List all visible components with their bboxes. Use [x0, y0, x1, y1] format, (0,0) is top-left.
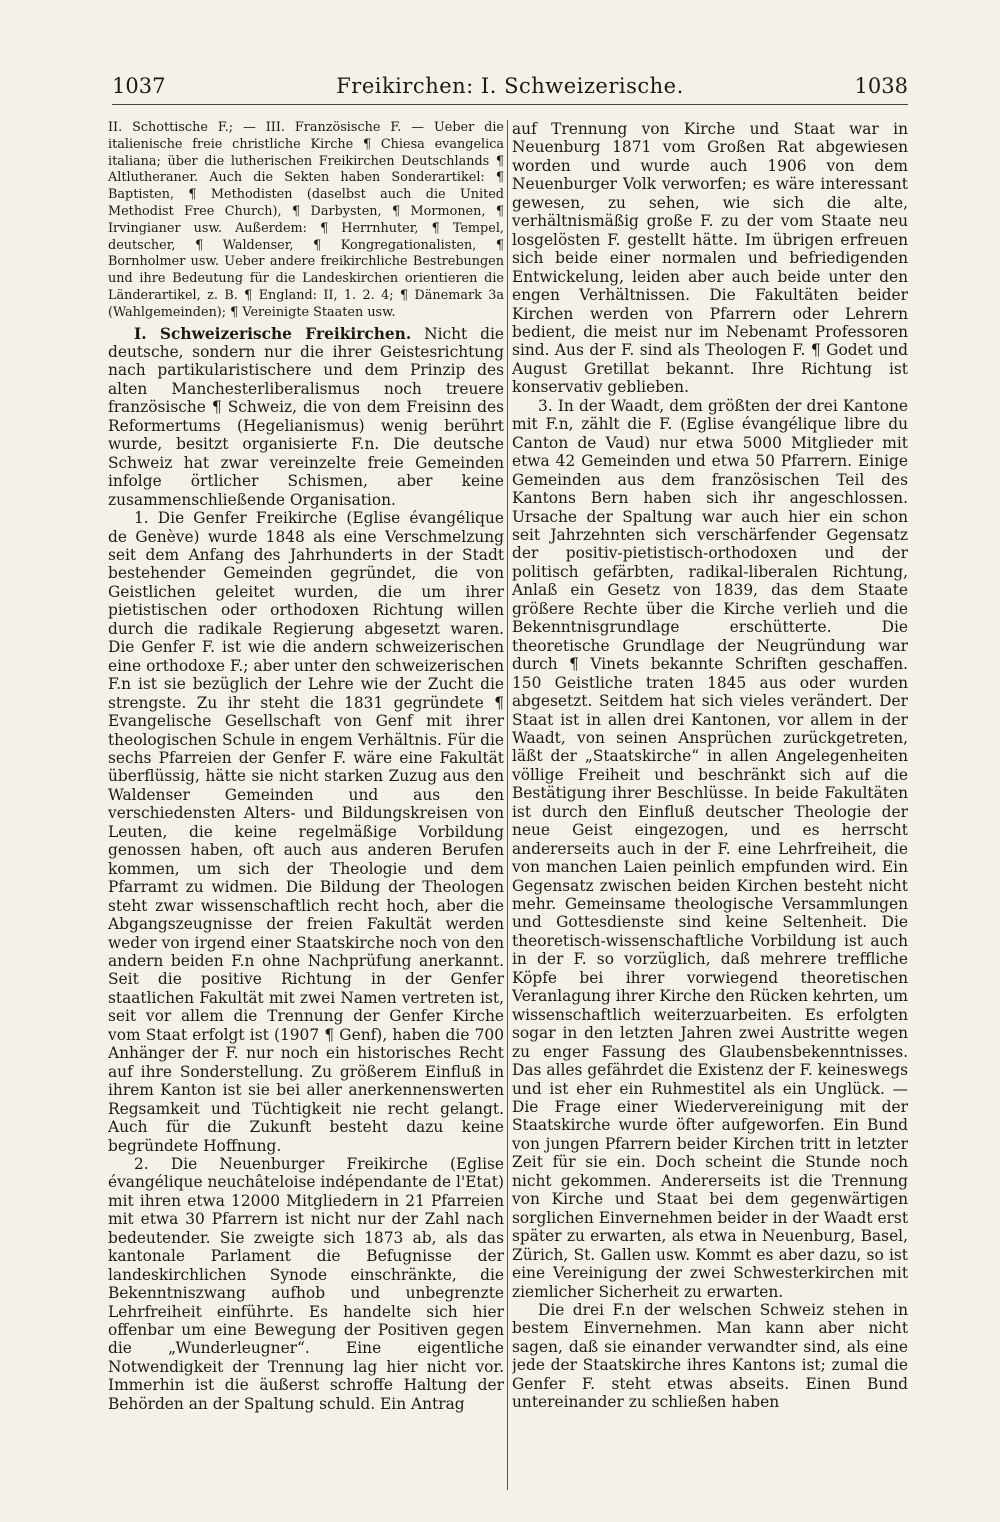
right-column — [512, 120, 908, 1495]
page-number-left: 1037 — [112, 74, 166, 98]
cross-reference-paragraph: II. Schottische F.; — III. Französische F. — Ueber die italienische freie christliche Kirche ¶ Chiesa evangelica italiana; über die lutherischen Freikirchen Deutschlands ¶ Altlutheraner. Auch die Sekten haben Sonderartikel: ¶ Baptisten, ¶ Methodisten (daselbst auch die United Methodist Free Church), ¶ Darbysten, ¶ Mormonen, ¶ Irvingianer usw. Außerdem: ¶ Herrnhuter, ¶ Tempel, deutscher, ¶ Waldenser, ¶ Kongregationalisten, ¶ Bornholmer usw. Ueber andere freikirchliche Bestrebungen und ihre Bedeutung für die Landeskirchen orientieren die Länderartikel, z. B. ¶ England: II, 1. 2. 4; ¶ Dänemark 3a (Wahlgemeinden); ¶ Vereinigte Staaten usw. — [108, 120, 504, 320]
geneva-paragraph: 1. Die Genfer Freikirche (Eglise évangélique de Genève) wurde 1848 als eine Verschmelzung seit dem Anfang des Jahrhunderts in der Stadt bestehender Gemeinden gegründet, die von Geistlichen geleitet wurden, die um ihrer pietistischen oder orthodoxen Richtung willen durch die radikale Regierung abgesetzt waren. Die Genfer F. ist wie die andern schweizerischen eine orthodoxe F.; aber unter den schweizerischen F.n ist sie bezüglich der Lehre wie der Zucht die strengste. Zu ihr steht die 1831 gegründete ¶ Evangelische Gesellschaft von Genf mit ihrer theologischen Schule in engem Verhältnis. Für die sechs Pfarreien der Genfer F. wäre eine Fakultät überflüssig, hätte sie nicht starken Zuzug aus den Waldenser Gemeinden und aus den verschiedensten Alters- und Bildungskreisen von Leuten, die keine regelmäßige Vorbildung genossen haben, oft auch aus anderen Berufen kommen, um sich der Theologie und dem Pfarramt zu widmen. Die Bildung der Theologen steht zwar wissenschaftlich recht hoch, aber die Abgangszeugnisse der freien Fakultät werden weder von irgend einer Staatskirche noch von den andern beiden F.n ohne Nachprüfung anerkannt. Seit die positive Richtung in der Genfer staatlichen Fakultät mit zwei Namen vertreten ist, seit vor allem die Trennung der Genfer Kirche vom Staat erfolgt ist (1907 ¶ Genf), haben die 700 Anhänger der F. nur noch ein historisches Recht auf ihre Sonderstellung. Zu größerem Einfluß in ihrem Kanton ist sie bei aller anerkennenswerten Regsamkeit und Tüchtigkeit nie recht gelangt. Auch für die Zukunft besteht dazu keine begründete Hoffnung. — [108, 509, 504, 1155]
section-intro-text: Nicht die deutsche, sondern nur die ihrer Geistesrichtung nach partikularistischere und dem Prinzip des alten Manchesterliberalismus noch treuere französische ¶ Schweiz, die von dem Freisinn des Reformertums (Hegelianismus) wenig berührt wurde, besitzt organisierte F.n. Die deutsche Schweiz hat zwar vereinzelte freie Gemeinden infolge örtlicher Schismen, aber keine zusammenschließende Organisation. — [108, 324, 504, 509]
neuchatel-continued-paragraph: auf Trennung von Kirche und Staat war in Neuenburg 1871 vom Großen Rat abgewiesen worden und wurde auch 1906 von dem Neuenburger Volk verworfen; es wäre interessant gewesen, zu sehen, wie sich die alte, verhältnismäßig große F. zu der vom Staate neu losgelösten F. gestellt hätte. Im übrigen erfreuen sich beide einer normalen und befriedigenden Entwickelung, leiden aber auch beide unter den engen Verhältnissen. Die Fakultäten beider Kirchen werden von Pfarrern oder Lehrern bedient, die meist nur im Nebenamt Professoren sind. Aus der F. sind als Theologen F. ¶ Godet und August Gretillat bekannt. Ihre Richtung ist konservativ geblieben. — [512, 120, 908, 397]
section-intro-paragraph — [108, 325, 504, 510]
page-header — [112, 68, 908, 105]
running-title: Freikirchen: I. Schweizerische. — [336, 74, 684, 98]
section-title: I. Schweizerische Freikirchen. — [134, 324, 412, 343]
neuchatel-paragraph: 2. Die Neuenburger Freikirche (Eglise évangélique neuchâteloise indépendante de l'Etat) mit ihren etwa 12000 Mitgliedern in 21 Pfarreien mit etwa 30 Pfarrern ist nicht nur der Zahl nach bedeutender. Sie zweigte sich 1873 ab, als das kantonale Parlament die Befugnisse der landeskirchlichen Synode einschränkte, die Bekenntniszwang aufhob und unbegrenzte Lehrfreiheit einführte. Es handelte sich hier offenbar um eine Bewegung der Positiven gegen die „Wunderleugner“. Eine eigentliche Notwendigkeit der Trennung lag hier nicht vor. Immerhin ist die äußerst schroffe Haltung der Behörden an der Spaltung schuld. Ein Antrag — [108, 1154, 504, 1413]
closing-paragraph: Die drei F.n der welschen Schweiz stehen in bestem Einvernehmen. Man kann aber nicht sagen, daß sie einander verwandter sind, als eine jede der Staatskirche ihres Kantons ist; zumal die Genfer F. steht etwas abseits. Einen Bund untereinander zu schließen haben — [512, 1301, 908, 1412]
column-divider — [507, 120, 508, 1490]
vaud-paragraph: 3. In der Waadt, dem größten der drei Kantone mit F.n, zählt die F. (Eglise évangélique libre du Canton de Vaud) nur etwa 5000 Mitglieder mit etwa 42 Gemeinden und etwa 50 Pfarrern. Einige Gemeinden aus dem französischen Teil des Kantons Bern haben sich ihr angeschlossen. Ursache der Spaltung war auch hier ein schon seit Jahrzehnten sich verschärfender Gegensatz der positiv-pietistisch-orthodoxen und der politisch gefärbten, radikal-liberalen Richtung, Anlaß ein Gesetz von 1839, das dem Staate größere Rechte über die Kirche verlieh und die Bekenntnisgrundlage erschütterte. Die theoretische Grundlage der Neugründung war durch ¶ Vinets bekannte Schriften geschaffen. 150 Geistliche traten 1845 aus oder wurden abgesetzt. Seitdem hat sich vieles verändert. Der Staat ist in allen drei Kantonen, vor allem in der Waadt, von seinen Ansprüchen zurückgetreten, läßt der „Staatskirche“ in allen Angelegenheiten völlige Freiheit und beschränkt sich auf die Bestätigung ihrer Beschlüsse. In beide Fakultäten ist durch den Einfluß deutscher Theologie der neue Geist eingezogen, und es herrscht andererseits auch in der F. eine Lehrfreiheit, die von manchen Laien peinlich empfunden wird. Ein Gegensatz zwischen beiden Kirchen besteht nicht mehr. Gemeinsame theologische Versammlungen und Gottesdienste sind keine Seltenheit. Die theoretisch-wissenschaftliche Vorbildung ist auch in der F. so vorzüglich, daß mehrere treffliche Köpfe bei ihrer vorwiegend theoretischen Veranlagung ihrer Kirche den Rücken kehrten, um wissenschaftlich weiterzuarbeiten. Es erfolgten sogar in den letzten Jahren zwei Austritte wegen zu enger Fassung des Glaubensbekenntnisses. Das alles gefährdet die Existenz der F. keineswegs und ist eher ein Ruhmestitel als ein Unglück. — Die Frage einer Wiedervereinigung mit der Staatskirche wurde öfter aufgeworfen. Ein Bund von jungen Pfarrern beider Kirchen tritt in letzter Zeit für sie ein. Doch scheint die Stunde noch nicht gekommen. Andererseits ist die Trennung von Kirche und Staat bei dem gegenwärtigen sorglichen Einvernehmen beider in der Waadt erst später zu erwarten, als etwa in Neuenburg, Basel, Zürich, St. Gallen usw. Kommt es aber dazu, so ist eine Vereinigung der zwei Schwesterkirchen mit ziemlicher Sicherheit zu erwarten. — [512, 396, 908, 1301]
left-column — [108, 120, 504, 1495]
page-number-right: 1038 — [854, 74, 908, 98]
